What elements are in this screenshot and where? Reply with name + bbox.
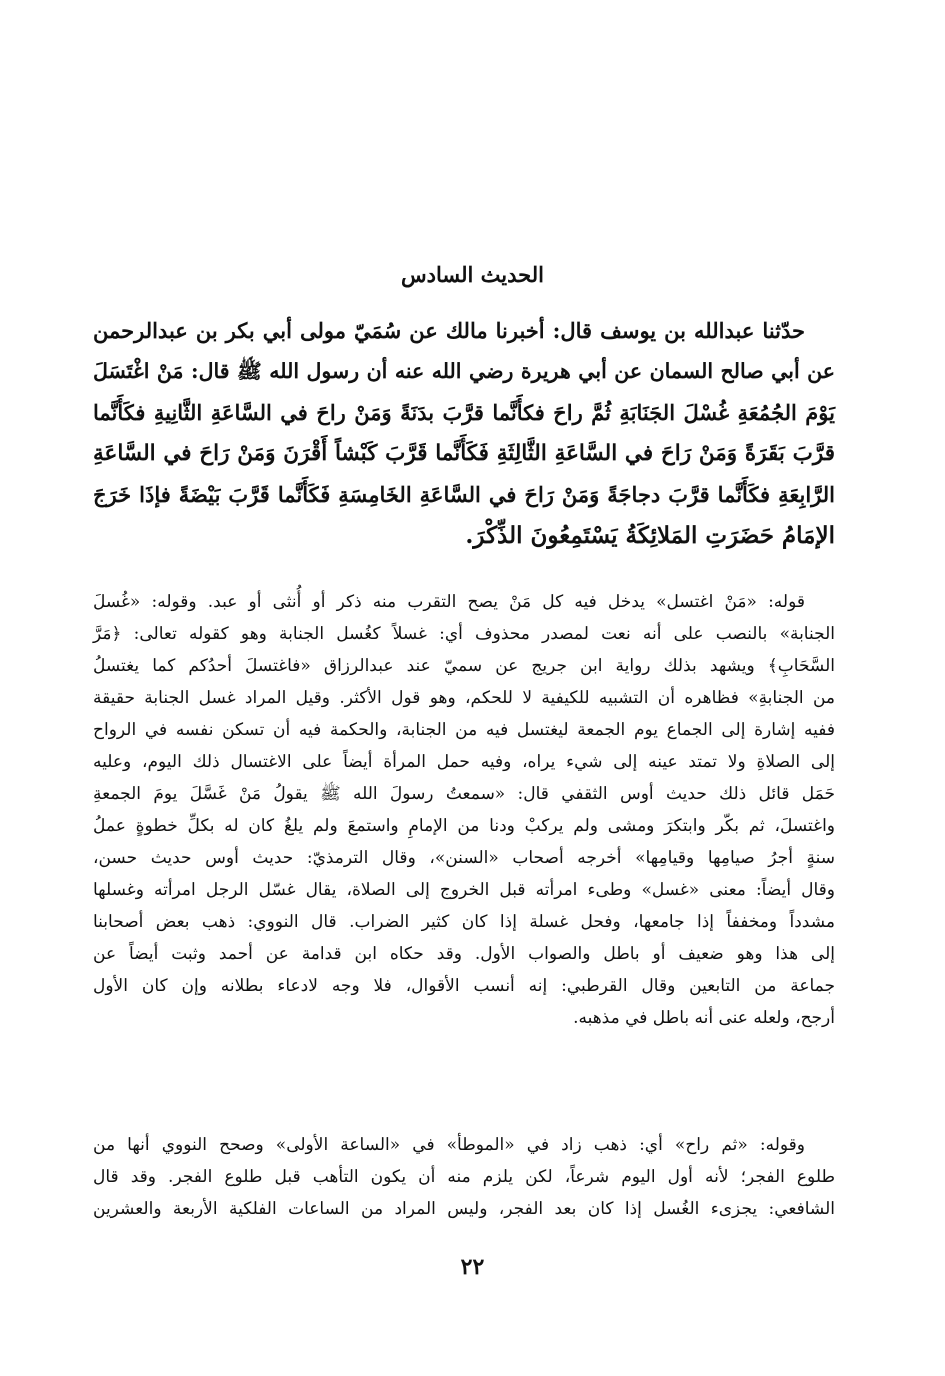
commentary-line: حَمَل قائل ذلك حديث أوس الثقفي قال: «سمعتُ رسولَ الله ﷺ يقولُ مَنْ غَسَّلَ يومَ الجمعةِ xyxy=(93,784,835,804)
commentary-line: من الجنابةِ» فظاهره أن التشبيه للكيفية لا للحكم، وهو قول الأكثر. وقيل المراد غسل الجنابة حقيقة xyxy=(93,688,835,708)
commentary-line: ففيه إشارة إلى الجماع يوم الجمعة ليغتسل فيه من الجنابة، والحكمة فيه أن تسكن نفسه في الرواح xyxy=(93,720,835,740)
commentary-line: وقال أيضاً: معنى «غسل» وطىء امرأته قبل الخروج إلى الصلاة، يقال غسّل الرجل امرأته وغسلها xyxy=(93,880,835,900)
commentary-line: الجنابة» بالنصب على أنه نعت لمصدر محذوف أي: غسلاً كغُسل الجنابة وهو كقوله تعالى: ﴿مَرَّ xyxy=(93,624,835,644)
hadith-line: قرَّبَ بَقَرَةً وَمَنْ رَاحَ في السَّاعَةِ الثَّالِثَةِ فَكَأَنَّما قَرَّبَ كَبْشاً أَقْرَنَ وَمَنْ رَاحَ في السَّاعَةِ xyxy=(93,441,835,466)
hadith-line: الإمَامُ حَضَرَتِ المَلائِكَةُ يَسْتَمِعُونَ الذِّكْرَ. xyxy=(465,522,835,549)
commentary-line: الشافعي: يجزىء الغُسل إذا كان بعد الفجر، وليس المراد من الساعات الفلكية الأربعة والعشرين xyxy=(93,1199,835,1219)
commentary-line: السَّحَابِ﴾ ويشهد بذلك رواية ابن جريج عن سميّ عند عبدالرزاق «فاغتسلَ أحدُكم كما يغتسلُ xyxy=(93,656,835,676)
hadith-line: يَوْمَ الجُمُعَةِ غُسْلَ الجَنَابَةِ ثُمَّ راحَ فكأَنَّما قرَّبَ بدَنَةً وَمَنْ راحَ في السَّاعَةِ الثَّانِيةِ فكَأَنَّما xyxy=(93,400,835,425)
commentary-line: واغتسلَ، ثم بكّر وابتكرَ ومشى ولم يركبْ ودنا من الإمامِ واستمعَ ولم يلغُ كان له بكلِّ خطوةٍ عملُ xyxy=(93,816,835,836)
hadith-line: الرَّابِعَةِ فكَأَنَّما قرَّبَ دجاجَةً وَمَنْ رَاحَ في السَّاعَةِ الخَامِسَةِ فَكَأَنَّما قَرَّبَ بَيْضَةً فإذَا خَرَجَ xyxy=(93,482,835,507)
hadith-line: حدّثنا عبدالله بن يوسف قال: أخبرنا مالك عن سُمَيّ مولى أبي بكر بن عبدالرحمن xyxy=(93,318,805,343)
hadith-text xyxy=(93,310,835,556)
commentary-line: سنةٍ أجرُ صيامِها وقيامِها» أخرجه أصحاب «السنن»، وقال الترمذيّ: حديث أوس حديث حسن، xyxy=(93,848,835,868)
commentary-line: إلى هذا وهو ضعيف أو باطل والصواب الأول. وقد حكاه ابن قدامة عن أحمد وثبت أيضاً عن xyxy=(93,944,835,964)
hadith-title: الحديث السادس xyxy=(401,262,544,287)
commentary-line: طلوع الفجر؛ لأنه أول اليوم شرعاً، لكن يلزم منه أن يكون التأهب قبل طلوع الفجر. وقد قال xyxy=(93,1167,835,1187)
commentary-line: جماعة من التابعين وقال القرطبي: إنه أنسب الأقوال، فلا وجه لادعاء بطلانه وإن كان الأول xyxy=(93,976,835,996)
commentary-line: إلى الصلاةِ ولا تمتد عينه إلى شيء يراه، وفيه حمل المرأة أيضاً على الاغتسال ذلك اليوم، وعليه xyxy=(93,752,835,772)
commentary-line: وقوله: «ثم راح» أي: ذهب زاد في «الموطأ» في «الساعة الأولى» وصحح النووي أنها من xyxy=(93,1135,805,1155)
commentary-line: أرجح، ولعله عنى أنه باطل في مذهبه. xyxy=(573,1008,835,1028)
commentary-line: مشدداً ومخففاً إذا جامعها، وفحل غسلة إذا كان كثير الضراب. قال النووي: ذهب بعض أصحابنا xyxy=(93,912,835,932)
commentary-paragraph xyxy=(93,586,835,1034)
page-number: ٢٢ xyxy=(460,1254,485,1280)
hadith-line: عن أبي صالح السمان عن أبي هريرة رضي الله عنه أن رسول الله ﷺ قال: مَنْ اغْتَسَلَ xyxy=(93,359,835,383)
commentary-line: قوله: «مَنْ اغتسل» يدخل فيه كل مَنْ يصح التقرب منه ذكر أو أُنثى أو عبد. وقوله: «غُسلَ xyxy=(93,592,805,612)
commentary-paragraph-2 xyxy=(93,1129,835,1225)
